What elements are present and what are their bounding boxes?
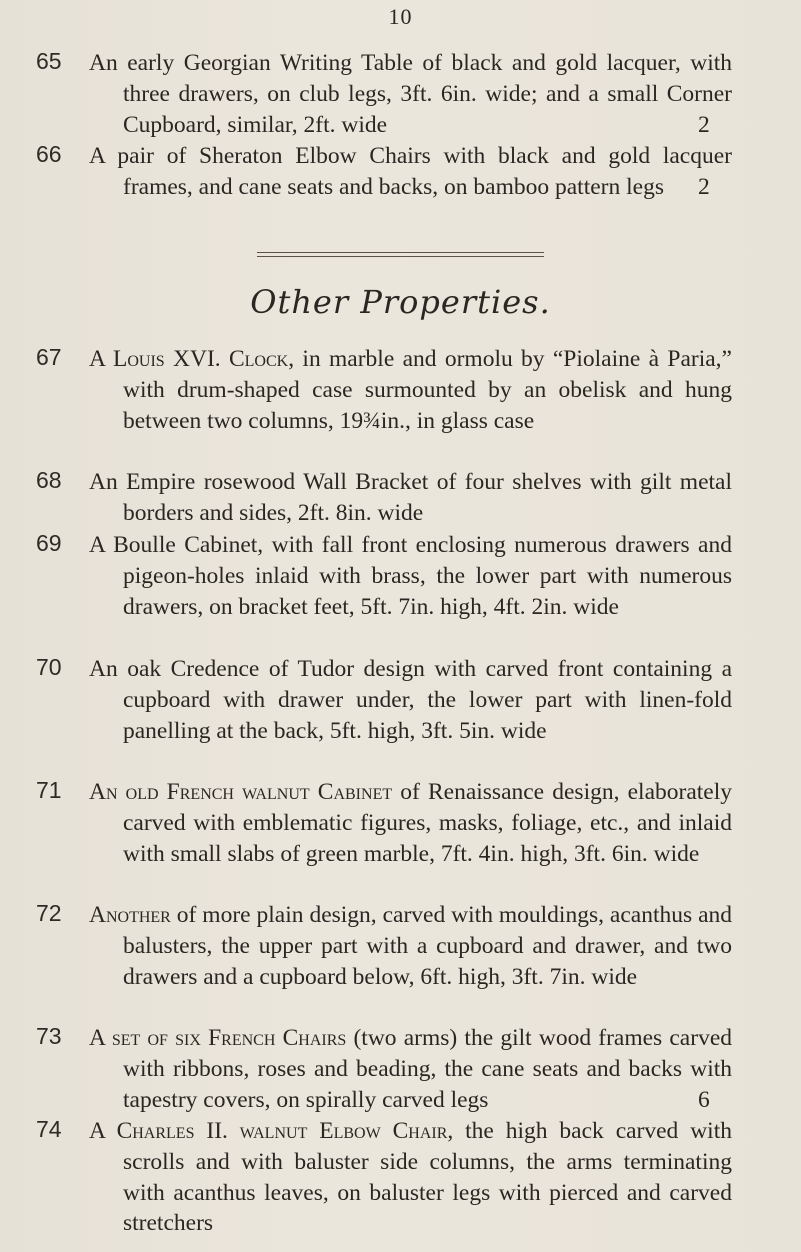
- lot-lead: An: [89, 469, 118, 495]
- lot-body: the high back carved with scrolls and with baluster side columns, the arms terminating with acanthus leaves, on baluster legs with pierced and carved stretchers: [123, 1118, 732, 1237]
- lot-number: 71: [36, 777, 62, 803]
- lot-description: [89, 777, 732, 869]
- section-heading: Other Properties.: [250, 283, 551, 321]
- lot-lead: A Louis XVI. Clock,: [89, 346, 295, 372]
- section-divider: [257, 252, 544, 257]
- lot-body: Boulle Cabinet, with fall front enclosing numerous drawers and pigeon-holes inlaid with brass, the lower part with numerous drawers, on bracket feet, 5ft. 7in. high, 4ft. 2in. wide: [104, 532, 732, 620]
- lot-lead: A set of six French Chairs: [89, 1025, 347, 1051]
- lot-number: 68: [36, 467, 62, 493]
- lot-description: [89, 1116, 732, 1239]
- lot-lead: A: [89, 532, 105, 558]
- lot-body: of more plain design, carved with mouldings, acanthus and balusters, the upper part with a cupboard and drawer, and two drawers and a cupboard below, 6ft. high, 3ft. 7in. wide: [123, 902, 732, 990]
- lot-number: 67: [36, 344, 62, 370]
- lot-description: A set of six French Chairs (two arms) the gilt wood frames carved with ribbons, roses and beading, the cane seats and backs with tapestry covers, on spirally carved legs 6: [89, 1025, 732, 1113]
- lot-description: [89, 344, 732, 436]
- lot-number: 69: [36, 530, 62, 556]
- lot-number: 66: [36, 141, 62, 167]
- lot-lead: A: [89, 143, 105, 169]
- lot-description: [89, 467, 732, 529]
- lot-number: 70: [36, 654, 62, 680]
- lot-description: [89, 654, 732, 746]
- lot-body: pair of Sheraton Elbow Chairs with black and gold lacquer frames, and cane seats and backs, on bamboo pattern legs: [104, 143, 732, 200]
- lot-number: 74: [36, 1116, 62, 1142]
- lot-lead: An: [89, 656, 118, 682]
- lot-description: An early Georgian Writing Table of black and gold lacquer, with three drawers, on club legs, 3ft. 6in. wide; and a small Corner Cupboard, similar, 2ft. wide 2: [89, 50, 732, 138]
- lot-description: A pair of Sheraton Elbow Chairs with black and gold lacquer frames, and cane seats and backs, on bamboo pattern legs 2: [89, 143, 732, 200]
- lot-lead: An: [89, 50, 118, 76]
- lot-number: 65: [36, 48, 62, 74]
- lot-body: of Renaissance design, elaborately carved with emblematic figures, masks, foliage, etc., and inlaid with small slabs of green marble, 7ft. 4in. high, 3ft. 6in. wide: [123, 779, 732, 867]
- lot-lead: Another: [89, 902, 171, 928]
- lot-body: Empire rosewood Wall Bracket of four shelves with gilt metal borders and sides, 2ft. 8in. wide: [117, 469, 732, 526]
- lot-body: (two arms) the gilt wood frames carved with ribbons, roses and beading, the cane seats and backs with tapestry covers, on spirally carved legs: [123, 1025, 732, 1113]
- lot-body: in marble and ormolu by “Piolaine à Paria,” with drum-shaped case surmounted by an obelisk and hung between two columns, 19¾in., in glass case: [123, 346, 732, 434]
- lot-body: oak Credence of Tudor design with carved front containing a cupboard with drawer under, the lower part with linen-fold panelling at the back, 5ft. high, 3ft. 5in. wide: [117, 656, 732, 744]
- lot-lead: A Charles II. walnut Elbow Chair,: [89, 1118, 454, 1144]
- lot-number: 73: [36, 1023, 62, 1049]
- lot-lead: An old French walnut Cabinet: [89, 779, 393, 805]
- page-number: 10: [388, 4, 413, 29]
- lot-description: [89, 530, 732, 622]
- lot-body: early Georgian Writing Table of black and gold lacquer, with three drawers, on club legs, 3ft. 6in. wide; and a small Corner Cupboard, similar, 2ft. wide: [117, 50, 732, 138]
- lot-number: 72: [36, 900, 62, 926]
- lot-description: [89, 900, 732, 992]
